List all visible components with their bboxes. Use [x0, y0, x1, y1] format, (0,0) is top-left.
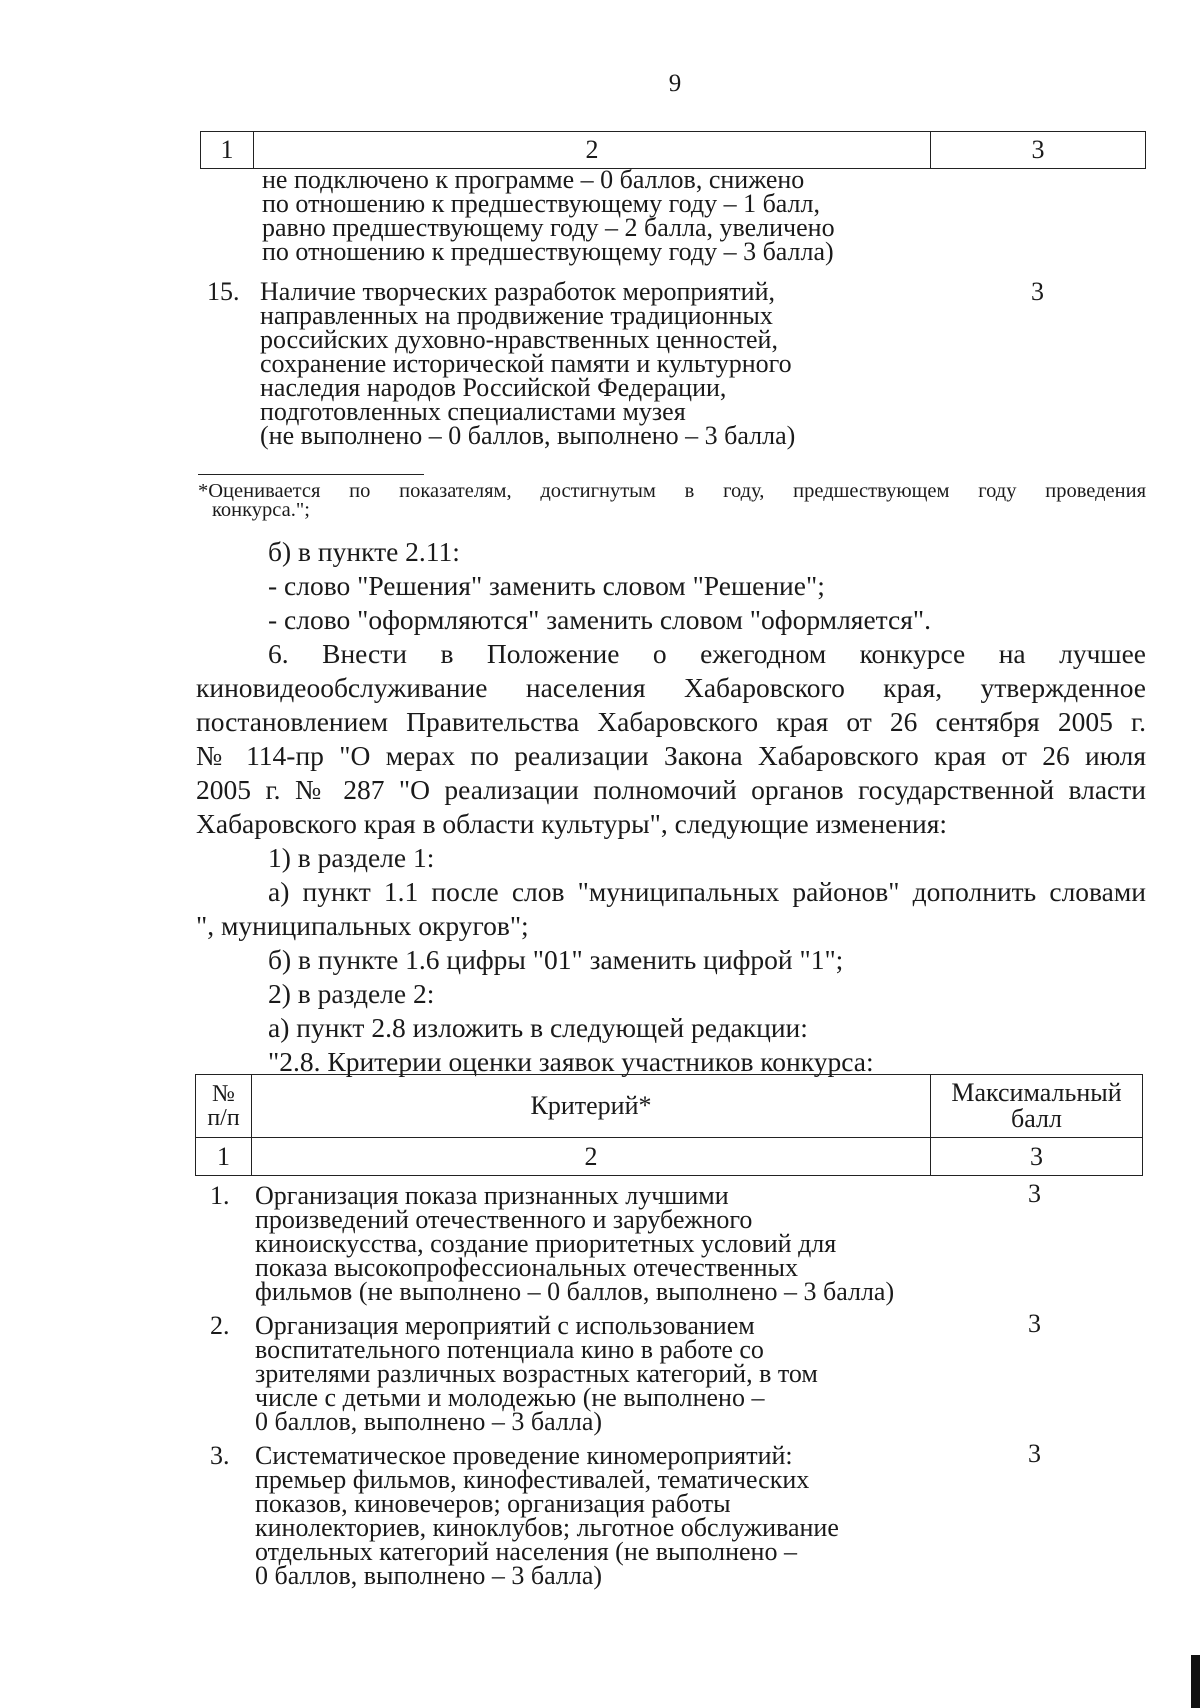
row-text-line: Наличие творческих разработок мероприятий,: [260, 277, 775, 306]
index-col-1: 1: [196, 1138, 252, 1176]
footnote-divider: [198, 474, 424, 475]
row-text-line: показов, киновечеров; организация работы: [255, 1489, 731, 1518]
row-score: 3: [1028, 1309, 1041, 1338]
row-text-line: 0 баллов, выполнено – 3 балла): [255, 1561, 603, 1590]
row-text-line: 0 баллов, выполнено – 3 балла): [255, 1407, 603, 1436]
row-text-line: отдельных категорий населения (не выполнено –: [255, 1537, 797, 1566]
page-number: 9: [668, 70, 682, 97]
column-max-score-label-line-2: балл: [1011, 1104, 1062, 1133]
header-col-1: 1: [201, 132, 254, 169]
index-col-2: 2: [252, 1138, 931, 1176]
continuation-line: равно предшествующему году – 2 балла, увеличено: [262, 213, 835, 242]
row-text-line: направленных на продвижение традиционных: [260, 301, 773, 330]
paragraph-6-line: 6. Внести в Положение о ежегодном конкурсе на лучшее: [268, 638, 1146, 669]
paragraph-a-2-8: а) пункт 2.8 изложить в следующей редакции:: [268, 1012, 808, 1043]
row-text-line: зрителями различных возрастных категорий, в том: [255, 1359, 818, 1388]
paragraph-a-1-1-line: а) пункт 1.1 после слов "муниципальных районов" дополнить словами: [268, 876, 1146, 907]
row-score: 3: [1028, 1179, 1041, 1208]
column-number-label-line-1: №: [212, 1081, 235, 1107]
row-text-line: премьер фильмов, кинофестивалей, тематических: [255, 1465, 810, 1494]
paragraph-6-line: № 114-пр "О мерах по реализации Закона Хабаровского края от 26 июля: [196, 740, 1146, 771]
row-text-line: Систематическое проведение киномероприятий:: [255, 1441, 793, 1470]
row-text-line: сохранение исторической памяти и культурного: [260, 349, 792, 378]
row-text-line: Организация мероприятий с использованием: [255, 1311, 755, 1340]
row-text-line: киноискусства, создание приоритетных условий для: [255, 1229, 837, 1258]
paragraph-2-8-title: "2.8. Критерии оценки заявок участников конкурса:: [268, 1046, 874, 1077]
column-criterion-header: Критерий*: [252, 1075, 931, 1138]
footnote-line-2: конкурса.";: [212, 499, 310, 521]
footnote-line-1: *Оценивается по показателям, достигнутым в году, предшествующем году проведения: [198, 480, 1146, 502]
paragraph-section-2: 2) в разделе 2:: [268, 978, 435, 1009]
header-col-3: 3: [931, 132, 1146, 169]
row-text-line: показа высокопрофессиональных отечественных: [255, 1253, 798, 1282]
row-text-line: числе с детьми и молодежью (не выполнено –: [255, 1383, 765, 1412]
paragraph-6-line: киновидеообслуживание населения Хабаровского края, утвержденное: [196, 672, 1146, 703]
continuation-line: не подключено к программе – 0 баллов, снижено: [262, 165, 805, 194]
row-score: 3: [1031, 277, 1044, 306]
index-col-3: 3: [931, 1138, 1143, 1176]
continuation-line: по отношению к предшествующему году – 1 балл,: [262, 189, 821, 218]
row-text-line: Организация показа признанных лучшими: [255, 1181, 729, 1210]
row-text-line: кинолекториев, киноклубов; льготное обслуживание: [255, 1513, 839, 1542]
row-text-line: подготовленных специалистами музея: [260, 397, 686, 426]
paragraph-a-1-1-line: ", муниципальных округов";: [196, 910, 529, 941]
scan-edge-mark: [1191, 1655, 1200, 1708]
row-text-line: произведений отечественного и зарубежного: [255, 1205, 753, 1234]
paragraph-b-2-11: б) в пункте 2.11:: [268, 536, 460, 567]
row-number: 1.: [210, 1181, 230, 1210]
paragraph-section-1: 1) в разделе 1:: [268, 842, 435, 873]
row-score: 3: [1028, 1439, 1041, 1468]
column-max-score-header: [931, 1075, 1143, 1138]
criteria-table-header: [195, 1074, 1143, 1176]
paragraph-6-line: Хабаровского края в области культуры", следующие изменения:: [196, 808, 948, 839]
continuation-line: по отношению к предшествующему году – 3 балла): [262, 237, 834, 266]
paragraph-6-line: 2005 г. № 287 "О реализации полномочий органов государственной власти: [196, 774, 1146, 805]
row-text-line: российских духовно-нравственных ценностей,: [260, 325, 778, 354]
row-text-line: фильмов (не выполнено – 0 баллов, выполнено – 3 балла): [255, 1277, 895, 1306]
column-number-header: [196, 1075, 252, 1138]
row-text-line: наследия народов Российской Федерации,: [260, 373, 727, 402]
row-number: 2.: [210, 1311, 230, 1340]
header-col-2: 2: [254, 132, 931, 169]
paragraph-b-1-6: б) в пункте 1.6 цифры "01" заменить цифрой "1";: [268, 944, 844, 975]
paragraph-replace-1: - слово "Решения" заменить словом "Решение";: [268, 570, 825, 601]
row-number: 15.: [207, 277, 240, 306]
paragraph-replace-2: - слово "оформляются" заменить словом "оформляется".: [268, 604, 931, 635]
top-table-header: [200, 131, 1146, 169]
column-max-score-label-line-1: Максимальный: [951, 1078, 1122, 1107]
row-text-line: воспитательного потенциала кино в работе со: [255, 1335, 764, 1364]
column-number-label-line-2: п/п: [207, 1105, 240, 1131]
row-text-line: (не выполнено – 0 баллов, выполнено – 3 балла): [260, 421, 796, 450]
row-number: 3.: [210, 1441, 230, 1470]
paragraph-6-line: постановлением Правительства Хабаровского края от 26 сентября 2005 г.: [196, 706, 1146, 737]
